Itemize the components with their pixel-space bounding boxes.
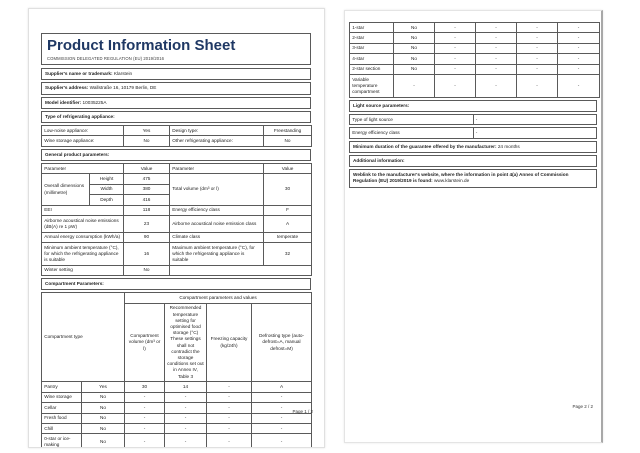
value-cell: - [558, 43, 600, 53]
param-label-cell: Energy efficiency class [350, 128, 474, 138]
param-value-cell: 32 [264, 242, 312, 265]
table-row [42, 423, 312, 433]
supplier-address-value: Wallstraße 16, 10179 Berlin, DE [89, 85, 157, 91]
value-cell: - [207, 403, 252, 413]
value-cell: - [252, 423, 312, 433]
param-label-cell: Airborne acoustical noise emission class [170, 216, 264, 233]
value-cell: - [125, 413, 165, 423]
column-header-cell: Freezing capacity (kg/24h) [207, 303, 252, 382]
row-label-cell: 2-star [350, 33, 394, 43]
supplier-name-value: Klarstein [113, 71, 133, 77]
table-row [350, 23, 600, 33]
dimension-value-cell: 380 [124, 184, 170, 194]
table-row [42, 392, 312, 402]
supplier-name-label: Supplier's name or trademark: [45, 71, 113, 77]
value-cell: No [394, 43, 435, 53]
table-row [42, 216, 312, 233]
column-header-cell: Compartment type [42, 293, 125, 382]
param-value-cell: 16 [124, 242, 170, 265]
value-cell: - [207, 392, 252, 402]
general-parameters-table [41, 163, 312, 276]
table-row [42, 242, 312, 265]
value-cell: - [476, 33, 517, 43]
table-row [42, 413, 312, 423]
param-label-cell: Minimum ambient temperature (°C), for which the refrigerating appliance is suitable [42, 242, 124, 265]
table-row [350, 54, 600, 64]
row-label-cell: Chill [42, 423, 82, 433]
value-cell: - [517, 43, 558, 53]
light-efficiency-row [349, 127, 597, 138]
compartment-table [41, 292, 312, 448]
table-row [42, 205, 312, 215]
table-row [350, 128, 597, 138]
value-cell: - [394, 74, 435, 97]
star-ratings-table [349, 22, 600, 98]
row-label-cell: 0-star or ice-making [42, 434, 82, 448]
param-value-cell: No [264, 136, 312, 146]
param-label-cell: Wine storage appliance: [42, 136, 124, 146]
param-value-cell: 90 [124, 232, 170, 242]
row-label-cell: Pantry [42, 382, 82, 392]
value-cell: - [207, 434, 252, 448]
value-cell: Yes [82, 382, 125, 392]
value-cell: - [207, 382, 252, 392]
param-label-cell: Total volume (dm³ or l) [170, 174, 264, 205]
model-identifier-label: Model identifier: [45, 99, 82, 105]
dimension-value-cell: 416 [124, 195, 170, 205]
value-cell: - [125, 423, 165, 433]
value-cell: No [82, 434, 125, 448]
value-cell: - [476, 43, 517, 53]
row-label-cell: 4-star [350, 54, 394, 64]
value-cell: - [517, 23, 558, 33]
param-label-cell: EEI [42, 205, 124, 215]
type-table [41, 125, 312, 147]
param-label-cell: Type of light source [350, 114, 474, 124]
value-cell: - [517, 64, 558, 74]
param-label-cell: Energy efficiency class [170, 205, 264, 215]
param-label-cell: Airborne acoustical noise emissions (dB(A) re 1 pW) [42, 216, 124, 233]
param-value-cell: temperate [264, 232, 312, 242]
table-row [42, 232, 312, 242]
column-header-cell: Defrosting type (auto-defrost=A, manual defrost=M) [252, 303, 312, 382]
empty-cell [170, 265, 312, 275]
column-header-cell: Parameter [170, 164, 264, 174]
value-cell: - [165, 392, 207, 402]
param-label-cell: Low-noise appliance: [42, 126, 124, 136]
value-cell: - [165, 403, 207, 413]
param-value-cell: No [124, 265, 170, 275]
param-value-cell: 23 [124, 216, 170, 233]
value-cell: No [394, 54, 435, 64]
table-row [350, 33, 600, 43]
supplier-name-row [41, 68, 311, 80]
column-header-cell: Value [264, 164, 312, 174]
value-cell: - [476, 74, 517, 97]
value-cell: - [476, 54, 517, 64]
type-section-header: Type of refrigerating appliance: [41, 111, 311, 123]
row-label-cell: Wine storage [42, 392, 82, 402]
page-number: Page 1 / 2 [292, 409, 313, 414]
param-value-cell: - [473, 128, 597, 138]
table-row [42, 164, 312, 174]
light-source-type-row [349, 114, 597, 125]
param-label-cell: Other refrigerating appliance: [170, 136, 264, 146]
table-row [42, 382, 312, 392]
model-identifier-value: 10035225A [82, 99, 107, 105]
value-cell: - [517, 33, 558, 43]
page-2 [344, 10, 603, 443]
value-cell: No [82, 423, 125, 433]
value-cell: - [435, 23, 476, 33]
value-cell: - [252, 392, 312, 402]
table-row [42, 293, 312, 303]
value-cell: - [558, 23, 600, 33]
row-label-cell: 1-star [350, 23, 394, 33]
guarantee-row [349, 141, 597, 153]
table-row [42, 265, 312, 275]
column-header-cell: Parameter [42, 164, 124, 174]
dimension-name-cell: Width [90, 184, 124, 194]
param-value-cell: Freestanding [264, 126, 312, 136]
param-value-cell: A [264, 216, 312, 233]
dimension-name-cell: Height [90, 174, 124, 184]
param-label-cell: Climate class [170, 232, 264, 242]
table-row [42, 403, 312, 413]
column-header-cell: Recommended temperature setting for optimised food storage (°C) These settings shall not contradict the storage conditions set out in Annex IV, Table 3 [165, 303, 207, 382]
column-header-cell: Value [124, 164, 170, 174]
value-cell: 30 [125, 382, 165, 392]
table-row [42, 174, 312, 184]
value-cell: - [252, 403, 312, 413]
row-label-cell: 3-star [350, 43, 394, 53]
row-label-cell: Variable temperature compartment [350, 74, 394, 97]
weblink-row [349, 169, 597, 187]
table-row [42, 434, 312, 448]
value-cell: - [558, 74, 600, 97]
value-cell: No [394, 23, 435, 33]
value-cell: - [207, 413, 252, 423]
supplier-address-row [41, 82, 311, 94]
param-value-cell: 118 [124, 205, 170, 215]
param-label-cell: Design type: [170, 126, 264, 136]
value-cell: - [476, 23, 517, 33]
value-cell: - [165, 434, 207, 448]
document-subtitle: COMMISSION DELEGATED REGULATION (EU) 2019/2016 [47, 56, 165, 62]
compartment-section-header: Compartment Parameters: [41, 278, 311, 290]
value-cell: 14 [165, 382, 207, 392]
value-cell: - [558, 64, 600, 74]
table-row [350, 114, 597, 124]
value-cell: - [125, 392, 165, 402]
dimension-value-cell: 475 [124, 174, 170, 184]
value-cell: - [165, 423, 207, 433]
dimension-name-cell: Depth [90, 195, 124, 205]
weblink-label: Weblink to the manufacturer's website, where the information in point 4(a) Annex of Commission Regulation (EU) 2019/2019 is found: [353, 172, 569, 184]
value-cell: - [558, 54, 600, 64]
param-value-cell: F [264, 205, 312, 215]
value-cell: - [165, 413, 207, 423]
additional-info-header: Additional information: [349, 155, 597, 167]
table-row [42, 136, 312, 146]
value-cell: - [558, 33, 600, 43]
document-title: Product Information Sheet [47, 37, 236, 54]
row-label-cell: 2-star section [350, 64, 394, 74]
param-value-cell: - [473, 114, 597, 124]
value-cell: No [82, 403, 125, 413]
value-cell: - [517, 54, 558, 64]
general-section-header: General product parameters: [41, 149, 311, 161]
page-1 [28, 8, 325, 448]
value-cell: - [435, 33, 476, 43]
value-cell: - [125, 403, 165, 413]
param-label-cell: Winter setting [42, 265, 124, 275]
value-cell: - [125, 434, 165, 448]
value-cell: No [394, 33, 435, 43]
title-block [41, 33, 311, 65]
param-label-cell: Annual energy consumption (kWh/a) [42, 232, 124, 242]
table-row [350, 64, 600, 74]
model-identifier-row [41, 97, 311, 109]
value-cell: - [435, 74, 476, 97]
param-label-cell: Maximum ambient temperature (°C), for which the refrigerating appliance is suitable [170, 242, 264, 265]
value-cell: No [82, 413, 125, 423]
value-cell: - [435, 43, 476, 53]
table-row [350, 43, 600, 53]
light-section-header: Light source parameters: [349, 100, 597, 112]
value-cell: - [435, 64, 476, 74]
value-cell: A [252, 382, 312, 392]
supplier-address-label: Supplier's address: [45, 85, 89, 91]
value-cell: No [82, 392, 125, 402]
guarantee-value: 24 months [497, 143, 520, 149]
param-value-cell: No [124, 136, 170, 146]
group-header-cell: Compartment parameters and values [125, 293, 312, 303]
column-header-cell: Compartment volume (dm³ or l) [125, 303, 165, 382]
value-cell: No [394, 64, 435, 74]
value-cell: - [517, 74, 558, 97]
value-cell: - [207, 423, 252, 433]
value-cell: - [476, 64, 517, 74]
value-cell: - [252, 413, 312, 423]
row-label-cell: Cellar [42, 403, 82, 413]
manufacturer-weblink[interactable]: www.klarstein.de [434, 178, 470, 184]
page-number: Page 2 / 2 [572, 404, 593, 409]
value-cell: - [435, 54, 476, 64]
table-row [350, 74, 600, 97]
row-label-cell: Fresh food [42, 413, 82, 423]
param-value-cell: 30 [264, 174, 312, 205]
param-label-cell: Overall dimensions (millimetre) [42, 174, 90, 205]
value-cell: - [252, 434, 312, 448]
param-value-cell: Yes [124, 126, 170, 136]
table-row [42, 126, 312, 136]
guarantee-label: Minimum duration of the guarantee offered by the manufacturer: [353, 143, 497, 149]
